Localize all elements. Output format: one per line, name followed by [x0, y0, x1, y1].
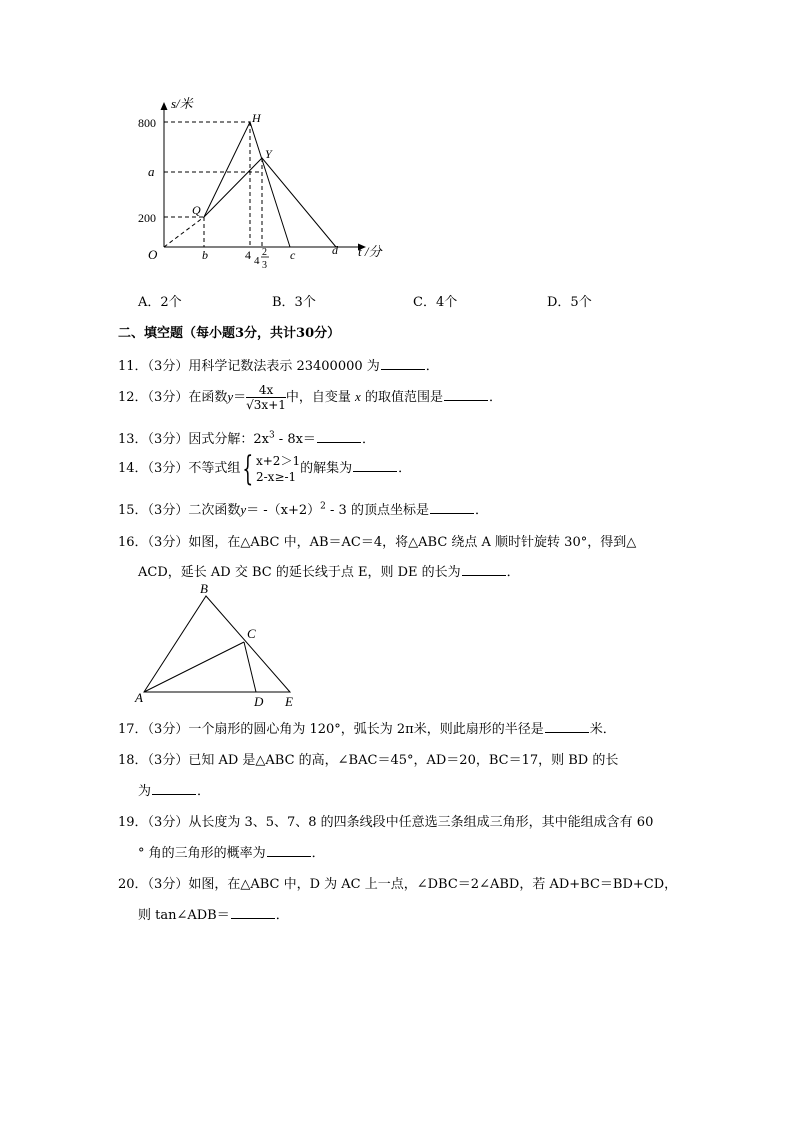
question-18-line2 — [138, 780, 210, 799]
q11-end: ． — [425, 359, 439, 374]
tick-frac-num: 2 — [262, 247, 267, 258]
choice-b: B．3个 — [272, 295, 316, 310]
q18-number: 18．（3分） — [118, 753, 189, 768]
choice-a: A．2个 — [138, 295, 182, 310]
q15-eq: ＝ -（x+2） — [246, 503, 321, 518]
q12-x: x — [355, 389, 361, 404]
question-14 — [118, 449, 411, 489]
q20-line1: 如图，在△ABC 中，D 为 AC 上一点，∠DBC＝2∠ABD，若 AD+BC＝BD+CD， — [188, 877, 678, 892]
q19-answer-blank — [267, 844, 311, 857]
section-title: 二、填空题（每小题3分，共计30分） — [118, 326, 341, 341]
q14-answer-blank — [353, 459, 397, 472]
tick-a: a — [148, 164, 155, 179]
q12-eq: ＝ — [233, 390, 247, 405]
x-axis-label: t /分 — [358, 244, 382, 259]
y-axis-arrow — [161, 102, 168, 110]
q12-y: y — [227, 389, 234, 404]
q19-line2: ° 角的三角形的概率为 — [138, 846, 266, 861]
segment-ac — [144, 642, 244, 692]
q12-pre: 在函数 — [188, 390, 228, 405]
q16-line2: ACD，延长 AD 交 BC 的延长线于点 E，则 DE 的长为 — [138, 565, 461, 580]
origin-label: O — [148, 247, 158, 262]
q13-pre: 因式分解：2x — [188, 432, 269, 447]
path-H — [204, 122, 290, 247]
q15-y: y — [240, 502, 247, 517]
q16-line1: 如图，在△ABC 中，AB＝AC＝4，将△ABC 绕点 A 顺时针旋转 30°，得到△ — [188, 535, 637, 550]
choice-d: D．5个 — [547, 295, 592, 310]
q14-brace-icon: { — [242, 448, 254, 489]
q13-post: - 8x＝ — [274, 432, 316, 447]
tick-b: b — [202, 248, 208, 262]
q15-end: ． — [474, 503, 488, 518]
q12-frac-den: √3x+1 — [246, 398, 286, 412]
q12-fraction — [246, 383, 286, 412]
q18-line1: 已知 AD 是△ABC 的高，∠BAC＝45°，AD＝20，BC＝17，则 BD 的长 — [188, 753, 619, 768]
question-12 — [118, 380, 502, 415]
q12-post1: 中，自变量 — [285, 390, 351, 405]
q12-number: 12．（3分） — [118, 390, 189, 405]
question-17 — [118, 718, 616, 737]
q15-sup: 2 — [320, 501, 326, 512]
q13-number: 13．（3分） — [118, 432, 189, 447]
q14-system — [256, 453, 300, 485]
q15-pre: 二次函数 — [188, 503, 241, 518]
q18-end: ． — [197, 784, 211, 799]
triangle-figure — [130, 580, 310, 710]
q18-line2: 为 — [138, 784, 152, 799]
q15-number: 15．（3分） — [118, 503, 189, 518]
question-11 — [118, 355, 439, 374]
q14-number: 14．（3分） — [118, 461, 189, 476]
q14-pre: 不等式组 — [188, 461, 241, 476]
point-Q: Q — [192, 203, 201, 217]
question-15 — [118, 499, 488, 518]
tick-4: 4 — [245, 248, 251, 262]
q19-end: ． — [311, 846, 325, 861]
path-Y — [204, 158, 336, 247]
q13-sup: 3 — [268, 430, 275, 441]
label-A: A — [135, 690, 143, 705]
q16-end: ． — [506, 565, 520, 580]
q12-post2: 的取值范围是 — [364, 390, 443, 405]
q16-answer-blank — [462, 563, 506, 576]
label-E: E — [285, 694, 293, 709]
question-16-line1 — [118, 531, 636, 550]
segment-cd — [244, 642, 256, 692]
label-B: B — [200, 581, 208, 596]
q11-text: 用科学记数法表示 23400000 为 — [188, 359, 380, 374]
q19-line1: 从长度为 3、5、7、8 的四条线段中任意选三条组成三角形，其中能组成含有 60 — [188, 815, 654, 830]
q20-end: ． — [275, 908, 289, 923]
q15-post: - 3 的顶点坐标是 — [325, 503, 429, 518]
q12-end: ． — [488, 390, 502, 405]
dashed-start-segment — [164, 217, 204, 247]
distance-time-graph — [130, 92, 400, 272]
question-13 — [118, 428, 375, 447]
q13-answer-blank — [317, 430, 361, 443]
label-C: C — [247, 626, 256, 641]
q17-answer-blank — [545, 720, 589, 733]
point-Y: Y — [265, 147, 272, 161]
tick-4-whole: 4 — [254, 255, 260, 267]
choice-c: C．4个 — [413, 295, 458, 310]
q20-answer-blank — [231, 906, 275, 919]
q17-text: 一个扇形的圆心角为 120°，弧长为 2π米，则此扇形的半径是 — [188, 722, 544, 737]
label-D: D — [254, 694, 264, 709]
q20-line2: 则 tan∠ADB＝ — [138, 908, 230, 923]
question-18-line1 — [118, 749, 618, 768]
q15-answer-blank — [430, 501, 474, 514]
tick-200: 200 — [138, 211, 156, 225]
question-19-line2 — [138, 842, 325, 861]
q17-unit: 米． — [589, 722, 616, 737]
tick-frac-den: 3 — [262, 260, 267, 271]
q12-frac-num: 4x — [246, 383, 286, 398]
triangle-abe — [144, 596, 290, 692]
q14-end: ． — [398, 461, 412, 476]
question-20-line2 — [138, 904, 289, 923]
tick-800: 800 — [138, 116, 156, 130]
q12-answer-blank — [444, 388, 488, 401]
question-20-line1 — [118, 873, 677, 892]
point-H: H — [252, 111, 261, 125]
q17-number: 17．（3分） — [118, 722, 189, 737]
q11-answer-blank — [381, 357, 425, 370]
tick-c: c — [290, 248, 296, 262]
tick-d: d — [332, 243, 338, 257]
q13-end: ． — [361, 432, 375, 447]
q18-answer-blank — [152, 782, 196, 795]
q11-number: 11．（3分） — [118, 359, 189, 374]
q16-number: 16．（3分） — [118, 535, 189, 550]
y-axis-label: s/米 — [171, 96, 193, 111]
question-16-line2 — [138, 561, 520, 580]
q19-number: 19．（3分） — [118, 815, 189, 830]
q14-line1: x+2＞1 — [255, 453, 301, 468]
q20-number: 20．（3分） — [118, 877, 189, 892]
question-19-line1 — [118, 811, 653, 830]
q14-post: 的解集为 — [300, 461, 353, 476]
q14-line2: 2-x≥-1 — [255, 469, 297, 484]
